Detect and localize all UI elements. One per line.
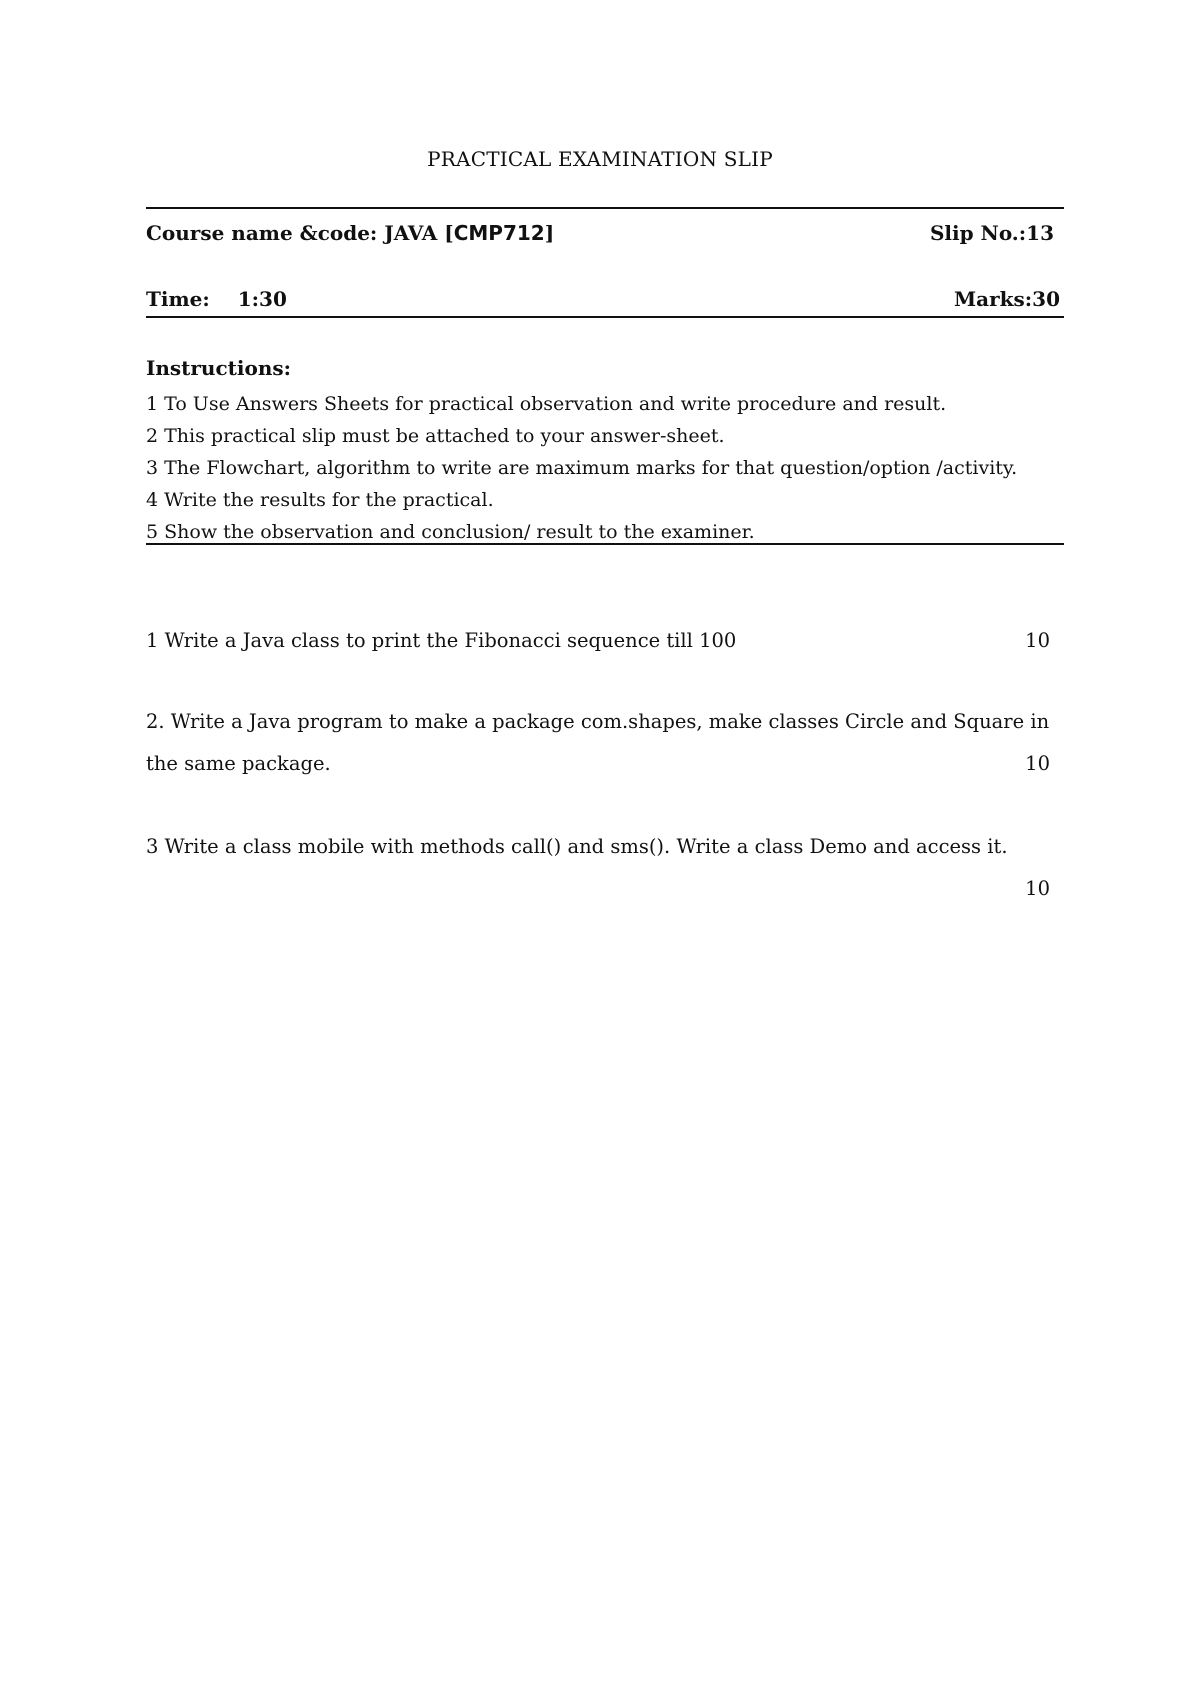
instruction-list <box>146 388 1017 548</box>
course-row <box>146 221 1054 245</box>
instruction-item: 1 To Use Answers Sheets for practical observation and write procedure and result. <box>146 393 947 415</box>
instruction-item: 2 This practical slip must be attached to your answer-sheet. <box>146 425 725 447</box>
instruction-item: 4 Write the results for the practical. <box>146 489 494 511</box>
question-text: 1 Write a Java class to print the Fibonacci sequence till 100 <box>146 629 737 652</box>
time-row <box>146 287 1060 311</box>
course-label: Course name &code: JAVA [CMP712] <box>146 221 555 245</box>
question-1 <box>146 620 1050 662</box>
time-label: Time: <box>146 287 210 311</box>
instruction-item: 5 Show the observation and conclusion/ result to the examiner. <box>146 521 755 543</box>
question-3 <box>146 826 1050 900</box>
question-marks: 10 <box>1025 629 1050 652</box>
total-marks: Marks:30 <box>954 287 1060 311</box>
instructions-heading: Instructions: <box>146 356 292 380</box>
slip-number: Slip No.:13 <box>929 221 1054 245</box>
time-value: 1:30 <box>237 287 287 311</box>
instructions-divider <box>146 543 1064 545</box>
header-divider <box>146 316 1064 318</box>
question-text-line-2: the same package. <box>146 752 331 775</box>
question-2 <box>146 701 1050 785</box>
page-title: PRACTICAL EXAMINATION SLIP <box>427 147 773 171</box>
instruction-item: 3 The Flowchart, algorithm to write are maximum marks for that question/option /activity. <box>146 457 1018 479</box>
course-code: CMP712 <box>453 221 545 245</box>
question-text: 3 Write a class mobile with methods call() and sms(). Write a class Demo and access it. <box>146 835 1008 858</box>
question-marks: 10 <box>1025 877 1050 900</box>
question-marks: 10 <box>1025 752 1050 775</box>
top-divider <box>146 207 1064 209</box>
question-text-line-1: 2. Write a Java program to make a package com.shapes, make classes Circle and Square in <box>146 710 1050 733</box>
